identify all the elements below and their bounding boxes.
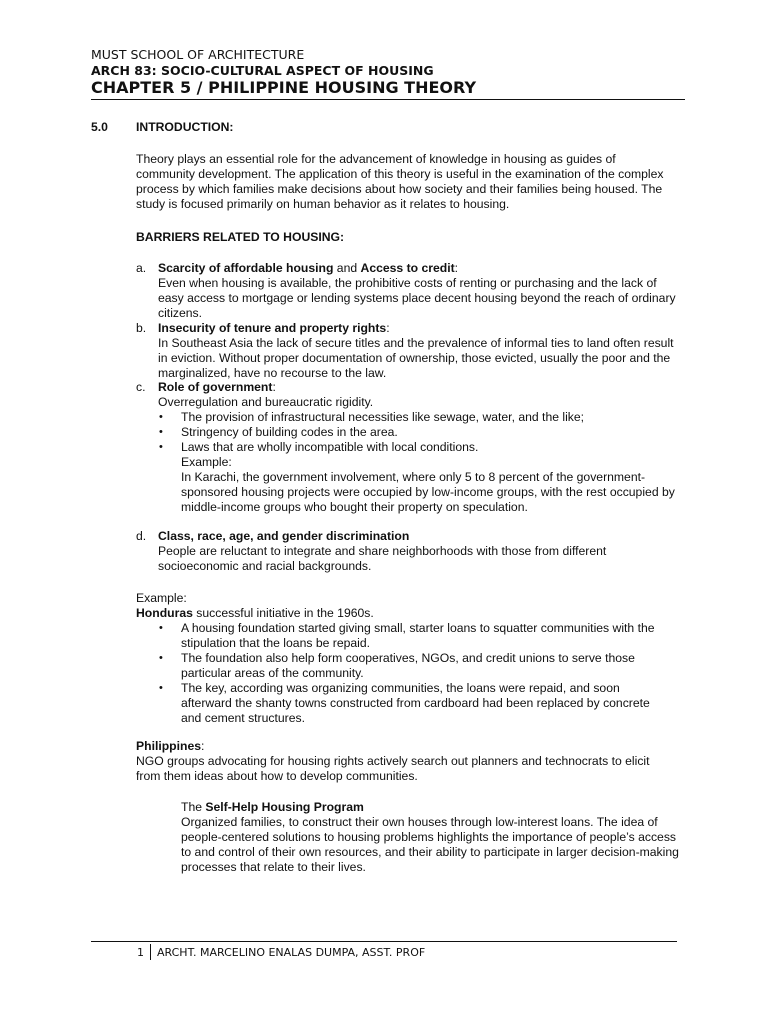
list-item-a-title: Scarcity of affordable housing and Access to credit: (158, 261, 459, 275)
list-item-b-text: In Southeast Asia the lack of secure titles and the prevalence of informal ties to land often result in eviction. Without proper documentation of ownership, those evicted, usually the poor and the marginalized, have no recourse to the law. (158, 336, 674, 380)
header-divider (91, 99, 685, 100)
example-karachi-text: In Karachi, the government involvement, where only 5 to 8 percent of the government-sponsored housing projects were occupied by low-income groups, with the rest occupied by middle-income groups who bought their property on speculation. (181, 470, 675, 514)
list-item-c-title: Role of government: (158, 380, 276, 394)
list-item-d-title: Class, race, age, and gender discrimination (158, 529, 410, 543)
intro-paragraph: Theory plays an essential role for the advancement of knowledge in housing as guides of community development. The application of this theory is useful in the examination of the complex process by which families make decisions about how society and their families being housed. The study is focused primarily on human behavior as it relates to housing. (136, 152, 664, 211)
program-heading: The Self-Help Housing Program (181, 800, 364, 814)
honduras-bullet-2: The foundation also help form cooperatives, NGOs, and credit unions to serve those particular areas of the community. (181, 651, 635, 680)
footer-divider (91, 941, 677, 942)
list-item-d (158, 529, 686, 574)
bullet-icon: • (159, 652, 163, 664)
barriers-heading: BARRIERS RELATED TO HOUSING: (136, 230, 345, 244)
list-item-c-bullet-1: The provision of infrastructural necessities like sewage, water, and the like; (181, 410, 585, 424)
list-item-a (158, 261, 686, 321)
list-item-c-bullet-2: Stringency of building codes in the area. (181, 425, 398, 439)
list-item-c (158, 380, 686, 410)
bullet-icon: • (159, 441, 163, 453)
list-item-a-text: Even when housing is available, the prohibitive costs of renting or purchasing and the lack of easy access to mortgage or lending systems place decent housing beyond the reach of ordinary citizens. (158, 276, 676, 320)
list-label-c: c. (136, 380, 146, 394)
honduras-bullet-3: The key, according was organizing communities, the loans were repaid, and soon afterward the shanty towns constructed from cardboard had been replaced by concrete and cement structures. (181, 681, 650, 725)
example-label: Example: (181, 455, 232, 469)
list-item-c-text: Overregulation and bureaucratic rigidity. (158, 395, 374, 409)
bullet-icon: • (159, 426, 163, 438)
bullet-icon: • (159, 622, 163, 634)
list-label-a: a. (136, 261, 147, 275)
list-item-b (158, 321, 686, 381)
example-heading: Example: (136, 591, 187, 605)
philippines-text: NGO groups advocating for housing rights actively search out planners and technocrats to elicit from them ideas about how to develop communities. (136, 754, 650, 783)
bullet-icon: • (159, 411, 163, 423)
chapter-title: CHAPTER 5 / PHILIPPINE HOUSING THEORY (91, 78, 477, 97)
section-heading: INTRODUCTION: (136, 120, 234, 134)
school-name: MUST SCHOOL OF ARCHITECTURE (91, 47, 305, 62)
bullet-icon: • (159, 682, 163, 694)
course-title: ARCH 83: SOCIO-CULTURAL ASPECT OF HOUSING (91, 63, 434, 78)
list-label-b: b. (136, 321, 147, 335)
philippines-heading: Philippines: (136, 739, 205, 753)
honduras-line: Honduras successful initiative in the 1960s. (136, 606, 374, 620)
program-text: Organized families, to construct their own houses through low-interest loans. The idea of people-centered solutions to housing problems highlights the importance of people’s access to and control of their own resources, and their ability to participate in larger decision-making processes that relate to their lives. (181, 815, 679, 874)
footer-separator (150, 944, 151, 960)
list-item-d-text: People are reluctant to integrate and share neighborhoods with those from different socioeconomic and racial backgrounds. (158, 544, 607, 573)
page-number: 1 (137, 946, 144, 959)
section-number: 5.0 (91, 120, 108, 134)
honduras-bullet-1: A housing foundation started giving small, starter loans to squatter communities with the stipulation that the loans be repaid. (181, 621, 655, 650)
footer-author: ARCHT. MARCELINO ENALAS DUMPA, ASST. PROF (157, 946, 426, 959)
list-item-c-bullet-3: Laws that are wholly incompatible with local conditions. (181, 440, 479, 454)
list-item-b-title: Insecurity of tenure and property rights: (158, 321, 390, 335)
list-label-d: d. (136, 529, 147, 543)
